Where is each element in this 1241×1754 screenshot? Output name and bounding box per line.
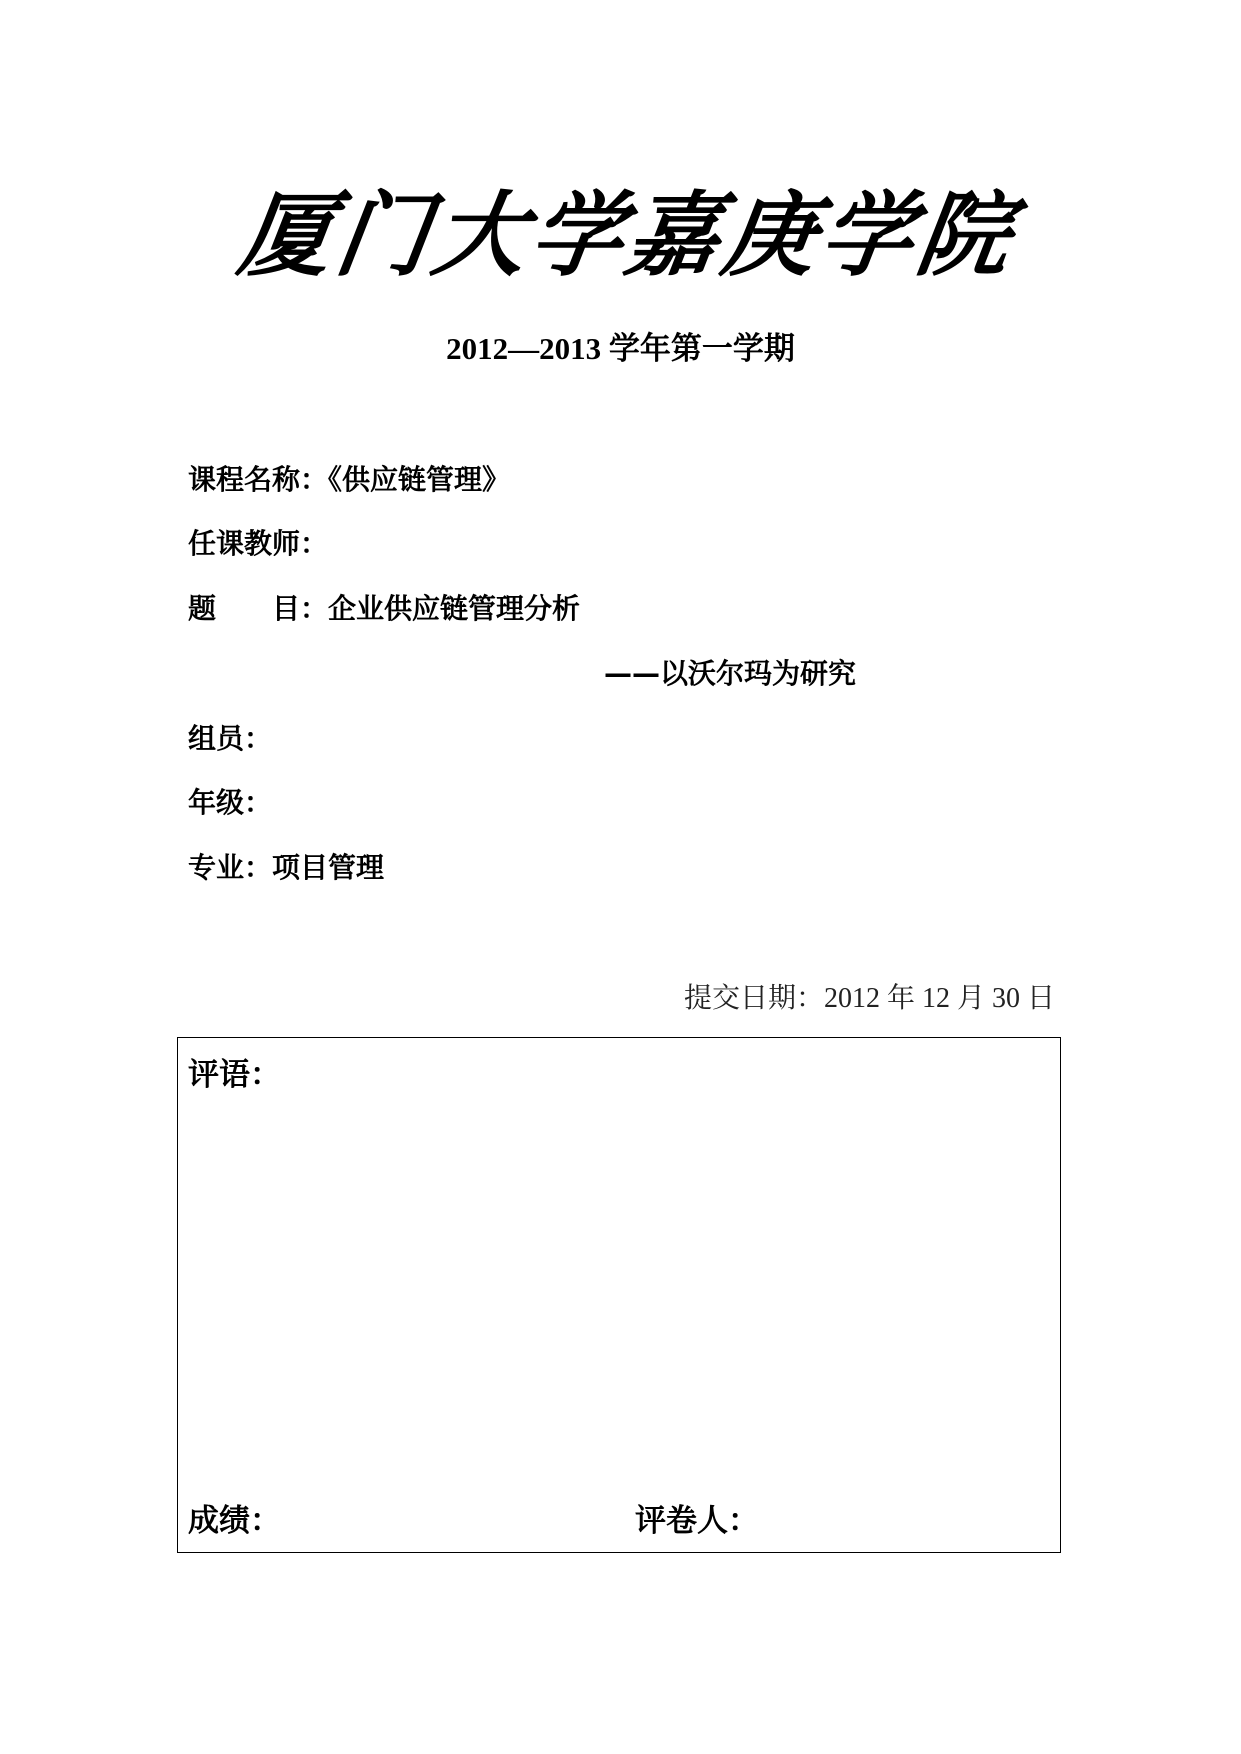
academic-term: 2012—2013 学年第一学期 [446,331,795,366]
logo-char: 学 [813,181,921,289]
logo-char: 院 [910,181,1018,289]
major-field: 专业：项目管理 [188,851,385,884]
comment-label: 评语： [188,1057,281,1093]
logo-char: 嘉 [619,181,727,289]
logo-char: 厦 [232,181,340,289]
reviewer-label: 评卷人： [635,1503,759,1539]
score-label: 成绩： [188,1503,281,1539]
topic-label-first: 题 [188,592,217,625]
members-field: 组员： [188,722,273,755]
college-logo-calligraphy [232,180,1018,290]
teacher-field: 任课教师： [188,527,329,560]
course-name-field: 课程名称：《供应链管理》 [188,463,511,496]
topic-subtitle: ——以沃尔玛为研究 [604,657,857,690]
logo-char: 门 [329,181,437,289]
logo-char: 庚 [716,181,824,289]
submission-date: 提交日期：2012 年 12 月 30 日 [683,983,1055,1014]
logo-char: 大 [426,181,534,289]
logo-char: 学 [522,181,631,289]
topic-field [188,587,580,627]
grade-field: 年级： [188,786,273,819]
topic-label-second: 目： [272,592,329,625]
topic-value: 企业供应链管理分析 [328,592,581,625]
review-box [177,1037,1061,1553]
